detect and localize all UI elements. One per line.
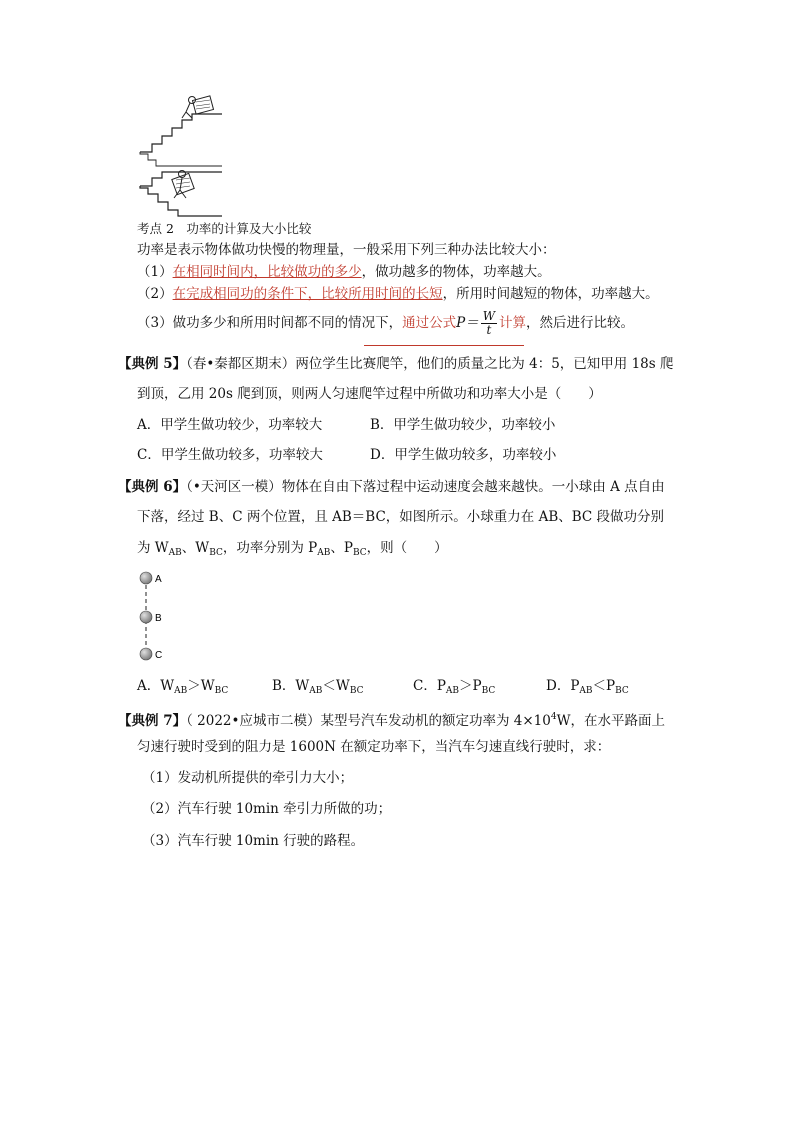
- stair-climbing-figure: [134, 94, 224, 218]
- lower-climber-icon: [172, 171, 194, 199]
- ball-a-icon: [140, 572, 152, 584]
- example-5-option-d[interactable]: D．甲学生做功较多，功率较小: [370, 447, 557, 463]
- point-b-label: B: [155, 613, 162, 624]
- falling-ball-figure: [138, 570, 178, 664]
- example-6-option-d[interactable]: D．$P_{AB}<P_{BC}$: [546, 678, 629, 696]
- example-7-line-1: 【典例 7】（ 2022•应城市二模）某型号汽车发动机的额定功率为 $4\times 10^4W$，在水平路面上: [118, 712, 665, 729]
- method-3: （3）做功多少和所用时间都不同的情况下，通过公式P＝ $\frac{W}{t}$ 计算，然后进行比较。: [137, 309, 635, 337]
- section-intro: 功率是表示物体做功快慢的物理量，一般采用下列三种办法比较大小：: [137, 242, 556, 258]
- example-7-question-3: （3）汽车行驶 10min 行驶的路程。: [142, 833, 365, 849]
- example-6-option-c[interactable]: C．$P_{AB}>P_{BC}$: [413, 678, 496, 696]
- example-5-option-b[interactable]: B．甲学生做功较少，功率较小: [370, 417, 556, 433]
- upper-climber-icon: [182, 96, 214, 118]
- method-1-highlight: 在相同时间内，比较做功的多少: [172, 264, 362, 280]
- example-5-option-c[interactable]: C．甲学生做功较多，功率较大: [137, 447, 323, 463]
- example-6-option-b[interactable]: B．$W_{AB}<W_{BC}$: [272, 678, 364, 696]
- example-6-option-a[interactable]: A．$W_{AB}>W_{BC}$: [137, 678, 229, 696]
- point-c-label: C: [155, 650, 163, 661]
- example-7-question-2: （2）汽车行驶 10min 牵引力所做的功；: [142, 801, 392, 817]
- example-5-line-1: 【典例 5】（春•秦都区期末）两位学生比赛爬竿，他们的质量之比为 4：5，已知甲用 18s 爬: [118, 356, 674, 372]
- example-6-line-1: 【典例 6】（•天河区一模）物体在自由下落过程中运动速度会越来越快。一小球由 A 点自由: [118, 479, 665, 495]
- example-7-question-1: （1）发动机所提供的牵引力大小；: [142, 770, 354, 786]
- formula-underline: [364, 345, 524, 346]
- example-6-line-2: 下落，经过 B、C 两个位置，且 AB＝BC，如图所示。小球重力在 AB、BC 段做功分别: [137, 509, 665, 525]
- method-2: （2）在完成相同功的条件下，比较所用时间的长短，所用时间越短的物体，功率越大。: [137, 286, 659, 302]
- power-formula: $\frac{W}{t}$: [482, 309, 496, 337]
- method-1: （1）在相同时间内，比较做功的多少，做功越多的物体，功率越大。: [137, 264, 551, 280]
- example-7-line-2: 匀速行驶时受到的阻力是 1600N 在额定功率下，当汽车匀速直线行驶时，求：: [137, 739, 611, 755]
- method-2-highlight: 在完成相同功的条件下，比较所用时间的长短: [172, 286, 443, 302]
- example-6-line-3: 为 $W_{AB}$、$W_{BC}$，功率分别为 $P_{AB}$、$P_{BC}$，则（ ）: [137, 540, 448, 558]
- point-a-label: A: [155, 574, 162, 585]
- ball-c-icon: [140, 648, 152, 660]
- ball-b-icon: [140, 611, 152, 623]
- method-3-highlight: 通过公式: [402, 315, 457, 331]
- example-5-option-a[interactable]: A．甲学生做功较少，功率较大: [137, 417, 323, 433]
- section-heading: 考点 2 功率的计算及大小比较: [137, 221, 312, 236]
- example-5-line-2: 到顶，乙用 20s 爬到顶，则两人匀速爬竿过程中所做功和功率大小是（ ）: [137, 386, 602, 402]
